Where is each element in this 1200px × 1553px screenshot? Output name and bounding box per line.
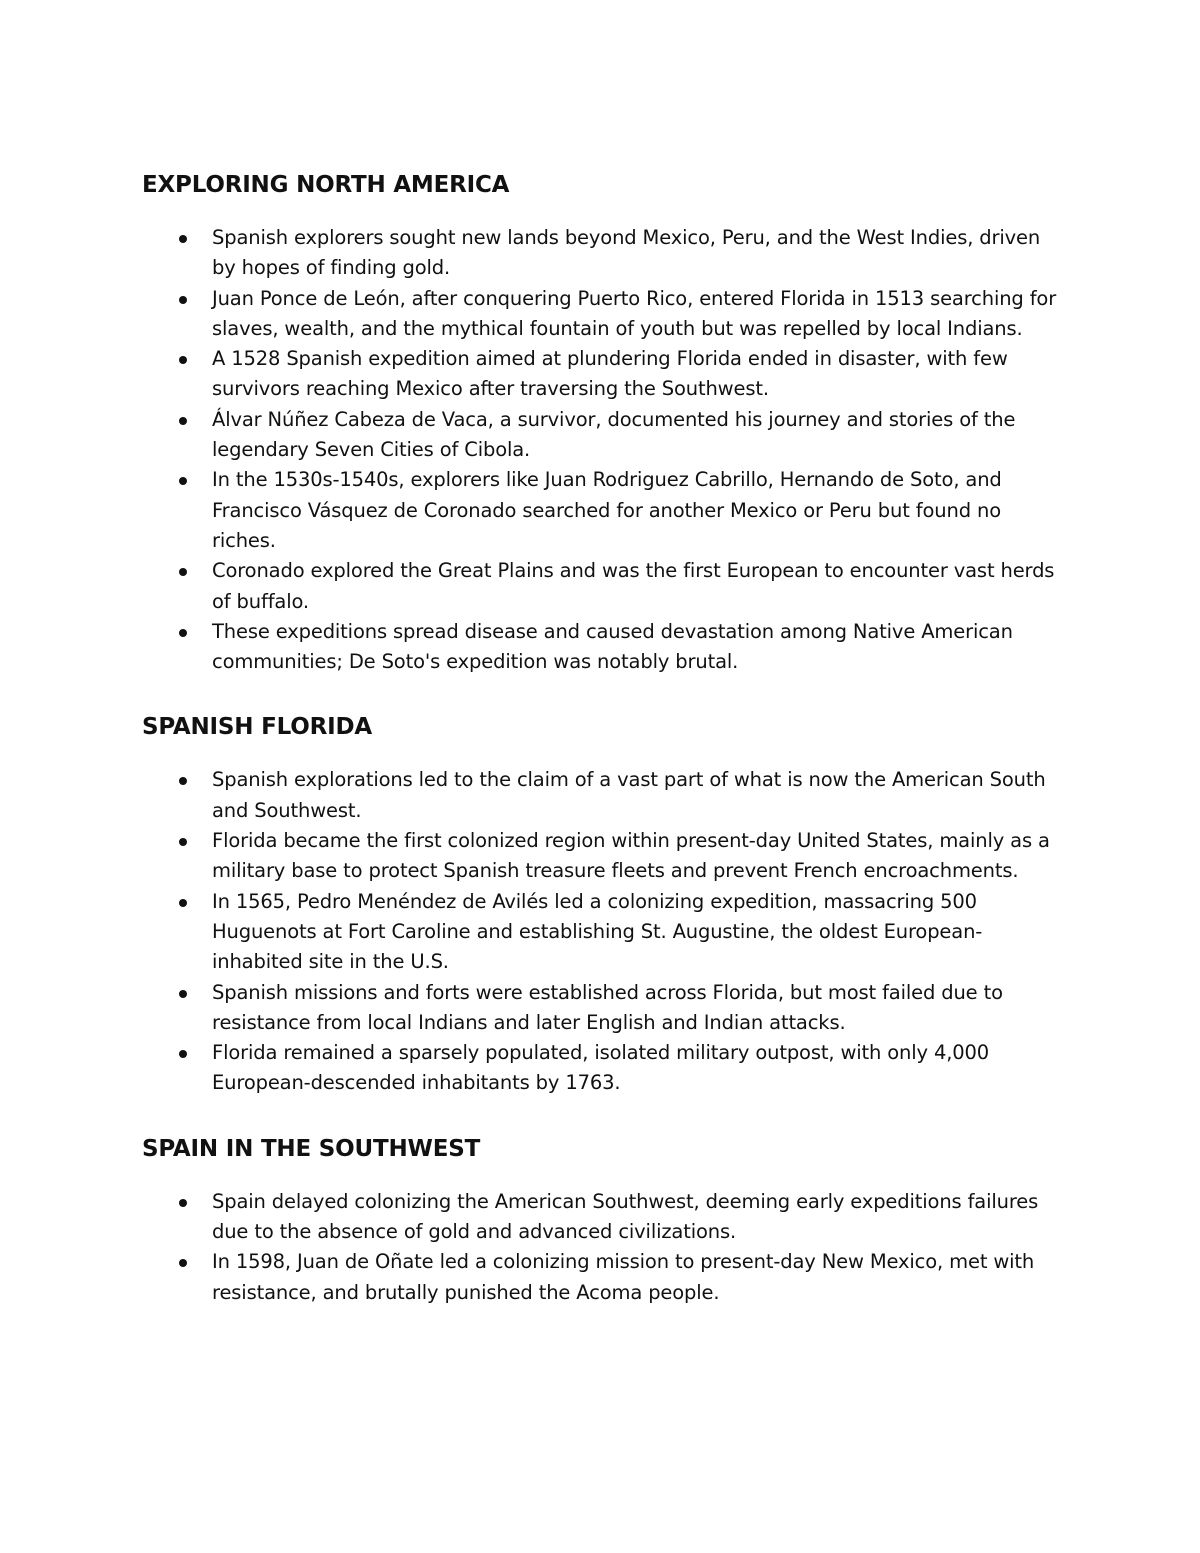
list-item bbox=[142, 1247, 1067, 1308]
list-item-text: In 1598, Juan de Oñate led a colonizing mission to present-day New Mexico, met with resistance, and brutally punished the Acoma people. bbox=[212, 1250, 1035, 1304]
list-item-text: A 1528 Spanish expedition aimed at plundering Florida ended in disaster, with few survivors reaching Mexico after traversing the Southwest. bbox=[212, 347, 1008, 401]
list-item-text: Spanish explorers sought new lands beyond Mexico, Peru, and the West Indies, driven by hopes of finding gold. bbox=[212, 226, 1041, 280]
bullet-icon bbox=[179, 990, 187, 998]
list-item bbox=[142, 887, 1067, 978]
list-item bbox=[142, 617, 1067, 678]
section-heading: EXPLORING NORTH AMERICA bbox=[142, 172, 510, 198]
bullet-list bbox=[142, 765, 1067, 1098]
list-item bbox=[142, 1187, 1067, 1248]
section-heading: SPANISH FLORIDA bbox=[142, 714, 372, 741]
bullet-icon bbox=[179, 1050, 187, 1058]
section-heading: SPAIN IN THE SOUTHWEST bbox=[142, 1135, 481, 1162]
bullet-list bbox=[142, 223, 1067, 677]
list-item-text: In the 1530s-1540s, explorers like Juan Rodriguez Cabrillo, Hernando de Soto, and Francisco Vásquez de Coronado searched for another Mexico or Peru but found no riches. bbox=[212, 468, 1002, 552]
list-item bbox=[142, 1038, 1067, 1099]
list-item bbox=[142, 465, 1067, 556]
bullet-icon bbox=[179, 1199, 187, 1207]
bullet-icon bbox=[179, 1259, 187, 1267]
section-exploring-north-america bbox=[142, 166, 1067, 677]
list-item bbox=[142, 978, 1067, 1039]
section-spanish-florida bbox=[142, 708, 1067, 1098]
list-item bbox=[142, 826, 1067, 887]
list-item-text: Spain delayed colonizing the American Southwest, deeming early expeditions failures due to the absence of gold and advanced civilizations. bbox=[212, 1189, 1039, 1244]
list-item-text: Florida remained a sparsely populated, isolated military outpost, with only 4,000 European-descended inhabitants by 1763. bbox=[212, 1041, 990, 1095]
list-item-text: Álvar Núñez Cabeza de Vaca, a survivor, documented his journey and stories of the legendary Seven Cities of Cibola. bbox=[212, 407, 1016, 462]
list-item bbox=[142, 344, 1067, 405]
bullet-list bbox=[142, 1187, 1067, 1308]
list-item-text: Florida became the first colonized region within present-day United States, mainly as a military base to protect Spanish treasure fleets and prevent French encroachments. bbox=[212, 829, 1050, 883]
bullet-icon bbox=[179, 568, 187, 576]
list-item-text: In 1565, Pedro Menéndez de Avilés led a colonizing expedition, massacring 500 Huguenots at Fort Caroline and establishing St. Augustine, the oldest European-inhabited site in the U.S. bbox=[212, 889, 983, 974]
list-item bbox=[142, 765, 1067, 826]
list-item-text: Juan Ponce de León, after conquering Puerto Rico, entered Florida in 1513 searching for slaves, wealth, and the mythical fountain of youth but was repelled by local Indians. bbox=[212, 286, 1057, 340]
list-item-text: These expeditions spread disease and caused devastation among Native American communities; De Soto's expedition was notably brutal. bbox=[212, 619, 1013, 674]
bullet-icon bbox=[179, 838, 187, 846]
bullet-icon bbox=[179, 899, 187, 907]
bullet-icon bbox=[179, 356, 187, 364]
bullet-icon bbox=[179, 417, 187, 425]
list-item-text: Coronado explored the Great Plains and was the first European to encounter vast herds of buffalo. bbox=[212, 559, 1055, 613]
list-item bbox=[142, 405, 1067, 466]
bullet-icon bbox=[179, 296, 187, 304]
list-item bbox=[142, 556, 1067, 617]
document-page bbox=[142, 166, 1067, 1308]
bullet-icon bbox=[179, 777, 187, 785]
list-item bbox=[142, 284, 1067, 345]
bullet-icon bbox=[179, 235, 187, 243]
bullet-icon bbox=[179, 477, 187, 485]
section-spain-in-the-southwest bbox=[142, 1130, 1067, 1308]
list-item bbox=[142, 223, 1067, 284]
bullet-icon bbox=[179, 629, 187, 637]
list-item-text: Spanish explorations led to the claim of a vast part of what is now the American South and Southwest. bbox=[212, 768, 1046, 822]
list-item-text: Spanish missions and forts were established across Florida, but most failed due to resistance from local Indians and later English and Indian attacks. bbox=[212, 980, 1003, 1034]
